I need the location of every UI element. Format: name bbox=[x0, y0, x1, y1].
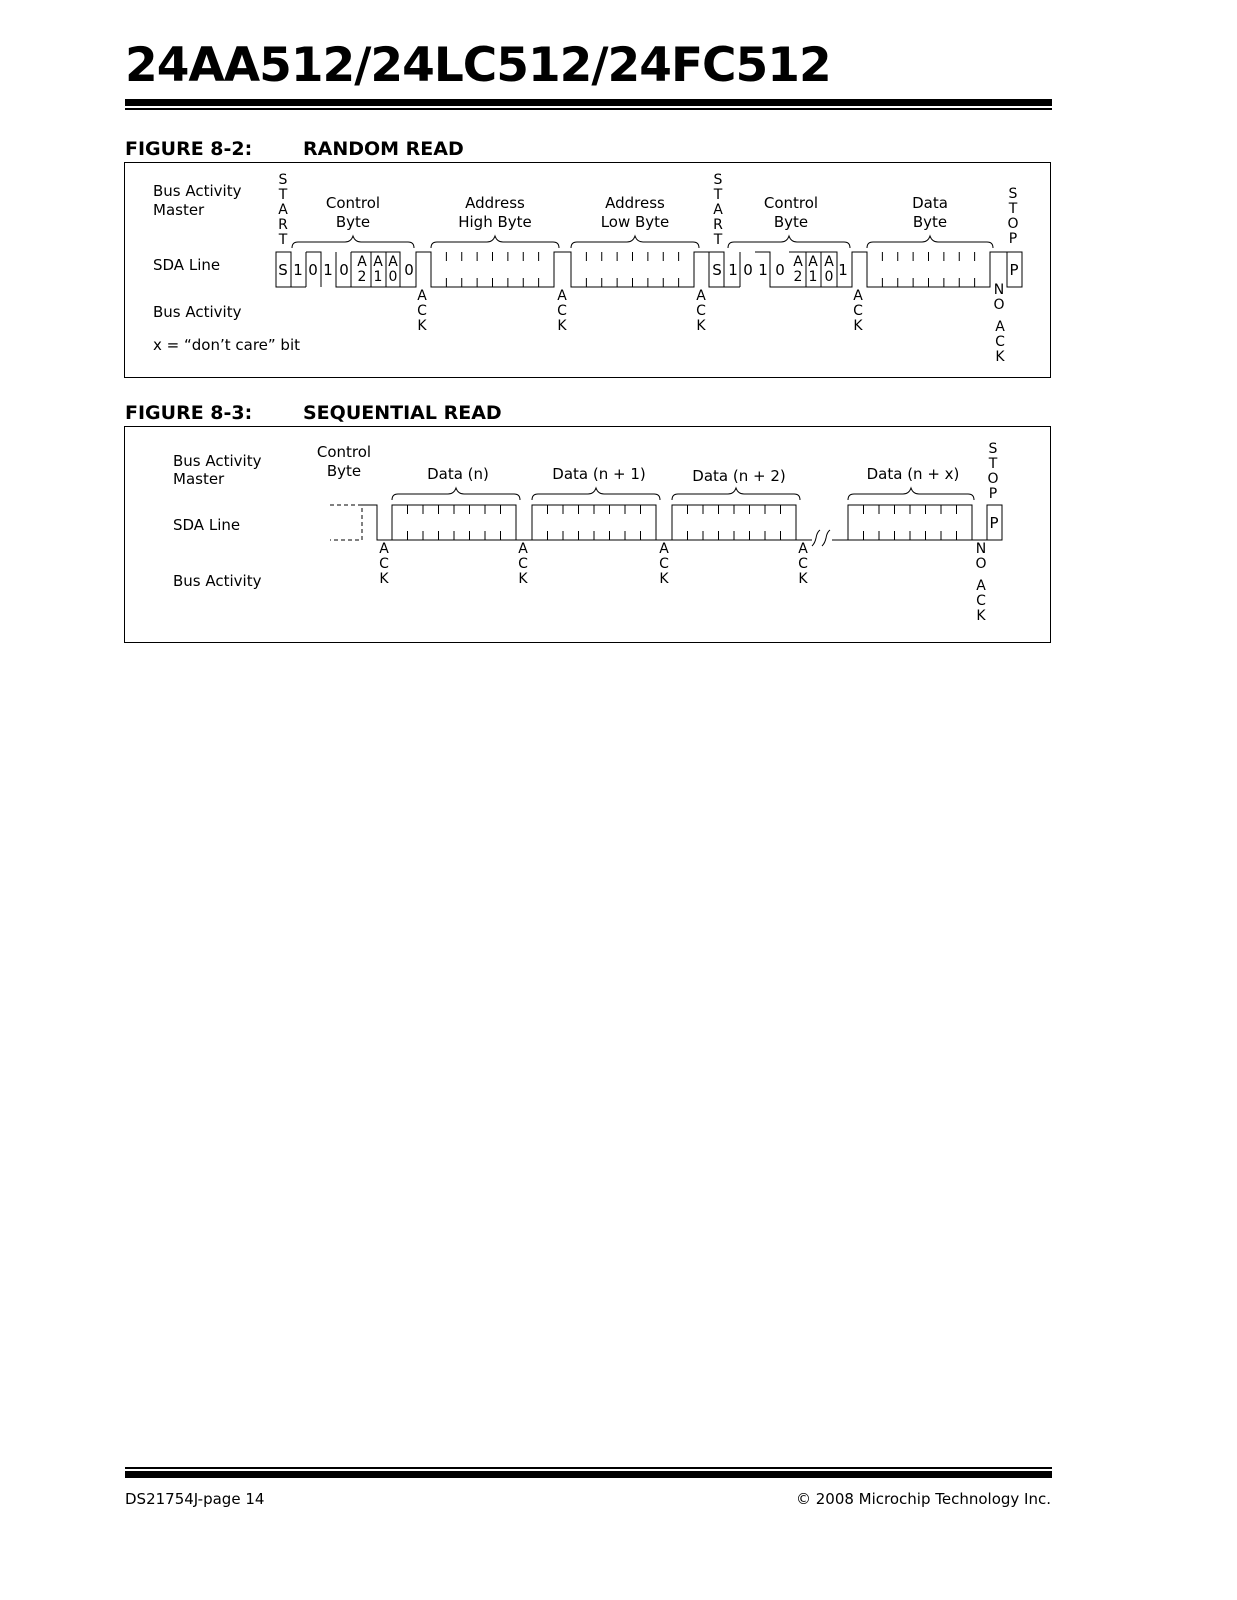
vertical-letter: K bbox=[696, 318, 706, 334]
vertical-letter: A bbox=[417, 288, 427, 304]
bit-a0-letter: A bbox=[388, 254, 398, 270]
ack-label bbox=[798, 541, 808, 587]
bit-a0-letter: A bbox=[824, 254, 834, 270]
vertical-letter: T bbox=[713, 232, 723, 248]
f2-control-label-1: Control bbox=[325, 194, 381, 212]
vertical-letter: T bbox=[713, 187, 723, 203]
brace bbox=[532, 488, 660, 500]
bit-rw-1: 1 bbox=[838, 261, 848, 279]
vertical-letter: A bbox=[976, 578, 986, 594]
vertical-letter: O bbox=[975, 556, 987, 572]
vertical-letter: A bbox=[713, 202, 723, 218]
figure-8-3-name: SEQUENTIAL READ bbox=[303, 402, 502, 424]
f3-bus-master-label-1: Bus Activity bbox=[173, 452, 262, 470]
f3-data-n-label: Data (n) bbox=[427, 465, 489, 483]
vertical-letter: C bbox=[798, 556, 808, 572]
vertical-letter: C bbox=[417, 303, 427, 319]
vertical-letter: C bbox=[557, 303, 567, 319]
bit-1: 1 bbox=[323, 261, 333, 279]
vertical-letter: T bbox=[278, 187, 288, 203]
ack-label bbox=[518, 541, 528, 587]
bit-a1-index: 1 bbox=[373, 269, 383, 285]
vertical-letter: C bbox=[379, 556, 389, 572]
vertical-letter: A bbox=[278, 202, 288, 218]
bit-1: 1 bbox=[728, 261, 738, 279]
bit-a2-letter: A bbox=[793, 254, 803, 270]
vertical-letter: S bbox=[278, 172, 288, 188]
f3-control-label-2: Byte bbox=[326, 462, 362, 480]
vertical-letter: A bbox=[659, 541, 669, 557]
vertical-letter: A bbox=[853, 288, 863, 304]
bit-0: 0 bbox=[339, 261, 349, 279]
sequential-read-diagram bbox=[0, 0, 1237, 660]
vertical-letter: K bbox=[798, 571, 808, 587]
f2-control2-label-1: Control bbox=[763, 194, 819, 212]
vertical-letter: A bbox=[995, 319, 1005, 335]
f2-data-label-1: Data bbox=[912, 194, 948, 212]
vertical-letter: R bbox=[278, 217, 288, 233]
footer-rule-thin bbox=[125, 1467, 1052, 1469]
figure-8-2-number: FIGURE 8-2: bbox=[125, 138, 253, 160]
vertical-letter: A bbox=[696, 288, 706, 304]
sda-break-mark bbox=[812, 530, 830, 546]
page-title: 24AA512/24LC512/24FC512 bbox=[125, 38, 831, 93]
vertical-letter: A bbox=[798, 541, 808, 557]
ack-label bbox=[379, 541, 389, 587]
brace bbox=[392, 488, 520, 500]
vertical-letter: T bbox=[278, 232, 288, 248]
f2-bus-master-label-1: Bus Activity bbox=[153, 182, 242, 200]
vertical-letter: S bbox=[988, 441, 998, 457]
vertical-letter: P bbox=[1008, 231, 1018, 247]
vertical-letter: P bbox=[988, 486, 998, 502]
bit-s: S bbox=[278, 261, 288, 279]
vertical-letter: C bbox=[853, 303, 863, 319]
vertical-letter: K bbox=[518, 571, 528, 587]
sda-dashed-lead bbox=[330, 505, 362, 540]
bit-a2-index: 2 bbox=[357, 269, 367, 285]
ack-label bbox=[976, 578, 986, 624]
f2-control-label-2: Byte bbox=[335, 213, 371, 231]
vertical-letter: C bbox=[976, 593, 986, 609]
f3-data-nx-label: Data (n + x) bbox=[866, 465, 960, 483]
bit-a1-index: 1 bbox=[808, 269, 818, 285]
f2-bus-master-label-2: Master bbox=[153, 201, 205, 219]
vertical-letter: K bbox=[659, 571, 669, 587]
vertical-letter: A bbox=[379, 541, 389, 557]
vertical-letter: S bbox=[713, 172, 723, 188]
vertical-letter: O bbox=[987, 471, 999, 487]
f3-control-label-1: Control bbox=[316, 443, 372, 461]
bit-0: 0 bbox=[775, 261, 785, 279]
vertical-letter: R bbox=[713, 217, 723, 233]
f3-data-n1-label: Data (n + 1) bbox=[552, 465, 646, 483]
vertical-letter: S bbox=[1008, 186, 1018, 202]
footer-copyright: © 2008 Microchip Technology Inc. bbox=[795, 1490, 1051, 1508]
vertical-letter: K bbox=[995, 349, 1005, 365]
f2-sda-line-label: SDA Line bbox=[153, 256, 221, 274]
f2-addr-low-label-2: Low Byte bbox=[600, 213, 670, 231]
f2-data-label-2: Byte bbox=[912, 213, 948, 231]
f2-addr-low-label-1: Address bbox=[605, 194, 665, 212]
vertical-letter: A bbox=[557, 288, 567, 304]
vertical-letter: N bbox=[993, 282, 1005, 298]
bit-0: 0 bbox=[308, 261, 318, 279]
bit-a2-letter: A bbox=[357, 254, 367, 270]
brace bbox=[672, 488, 800, 500]
vertical-letter: N bbox=[975, 541, 987, 557]
footer-doc-id: DS21754J-page 14 bbox=[125, 1490, 265, 1508]
footer-rule-thick bbox=[125, 1471, 1052, 1478]
vertical-letter: C bbox=[518, 556, 528, 572]
bit-a1-letter: A bbox=[373, 254, 383, 270]
vertical-letter: K bbox=[853, 318, 863, 334]
vertical-letter: A bbox=[518, 541, 528, 557]
vertical-letter: O bbox=[1007, 216, 1019, 232]
bit-p: P bbox=[989, 514, 999, 532]
bit-1: 1 bbox=[758, 261, 768, 279]
vertical-letter: C bbox=[659, 556, 669, 572]
vertical-letter: K bbox=[417, 318, 427, 334]
vertical-letter: K bbox=[976, 608, 986, 624]
bit-1: 1 bbox=[293, 261, 303, 279]
vertical-letter: C bbox=[696, 303, 706, 319]
sda-signal-line bbox=[362, 505, 1002, 540]
f3-sda-line-label: SDA Line bbox=[173, 516, 241, 534]
f2-addr-high-label-2: High Byte bbox=[458, 213, 532, 231]
bit-p: P bbox=[1009, 261, 1019, 279]
bit-a0-index: 0 bbox=[824, 269, 834, 285]
ack-label bbox=[659, 541, 669, 587]
bit-a1-letter: A bbox=[808, 254, 818, 270]
vertical-letter: K bbox=[557, 318, 567, 334]
bit-s: S bbox=[712, 261, 722, 279]
bit-rw-0: 0 bbox=[404, 261, 414, 279]
figure-8-3-number: FIGURE 8-3: bbox=[125, 402, 253, 424]
vertical-letter: O bbox=[993, 297, 1005, 313]
bit-0: 0 bbox=[743, 261, 753, 279]
bit-a0-index: 0 bbox=[388, 269, 398, 285]
f2-addr-high-label-1: Address bbox=[465, 194, 525, 212]
f2-bus-activity-label: Bus Activity bbox=[153, 303, 242, 321]
byte-tick-marks bbox=[408, 505, 957, 540]
f3-data-n2-label: Data (n + 2) bbox=[692, 467, 786, 485]
vertical-letter: T bbox=[1008, 201, 1018, 217]
figure-8-2-name: RANDOM READ bbox=[303, 138, 464, 160]
brace bbox=[848, 488, 974, 500]
f2-dont-care-note: x = “don’t care” bit bbox=[153, 336, 300, 354]
stop-label bbox=[987, 441, 998, 502]
vertical-letter: K bbox=[379, 571, 389, 587]
vertical-letter: C bbox=[995, 334, 1005, 350]
no-label bbox=[975, 541, 986, 572]
f3-bus-master-label-2: Master bbox=[173, 470, 225, 488]
f3-bus-activity-label: Bus Activity bbox=[173, 572, 262, 590]
f2-control2-label-2: Byte bbox=[773, 213, 809, 231]
vertical-letter: T bbox=[988, 456, 998, 472]
bit-a2-index: 2 bbox=[793, 269, 803, 285]
